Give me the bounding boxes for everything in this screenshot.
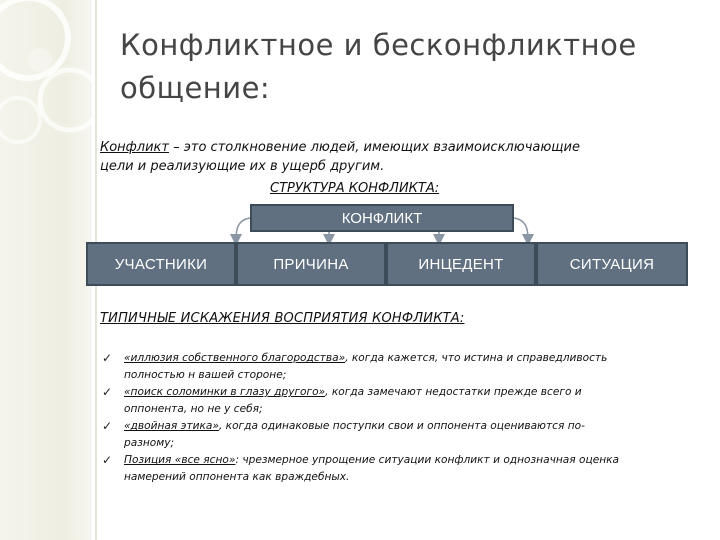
definition-text-line2: цели и реализующие их в ущерб другим.: [100, 159, 385, 174]
distortion-term: «двойная этика»: [124, 420, 219, 432]
distortion-text: , когда кажется, что истина и справедливость: [345, 352, 608, 364]
distortions-heading: ТИПИЧНЫЕ ИСКАЖЕНИЯ ВОСПРИЯТИЯ КОНФЛИКТА:: [100, 311, 465, 326]
slide-title-line2: общение:: [120, 71, 271, 105]
list-item: [100, 418, 690, 452]
list-item: [100, 384, 690, 418]
distortion-cont: разному;: [124, 437, 175, 449]
definition-term: Конфликт: [100, 140, 169, 155]
structure-heading: СТРУКТУРА КОНФЛИКТА:: [270, 181, 440, 196]
checkmark-icon: ✓: [102, 453, 113, 467]
checkmark-icon: ✓: [102, 385, 113, 399]
structure-box-cause: ПРИЧИНА: [236, 242, 386, 286]
list-item: [100, 452, 690, 486]
structure-box-incident: ИНЦЕДЕНТ: [386, 242, 536, 286]
distortion-cont: оппонента, но не у себя;: [124, 403, 263, 415]
distortion-text: , когда одинаковые поступки свои и оппонента оцениваются по-: [218, 420, 585, 432]
distortion-cont: намерений оппонента как враждебных.: [124, 471, 350, 483]
distortion-text: : чрезмерное упрощение ситуации конфликт и однозначная оценка: [235, 454, 620, 466]
distortion-term: «иллюзия собственного благородства»: [124, 352, 346, 364]
checkmark-icon: ✓: [102, 351, 113, 365]
distortions-list: [100, 350, 690, 486]
distortion-cont: полностью н вашей стороне;: [124, 369, 287, 381]
distortion-term: Позиция «все ясно»: [124, 454, 236, 466]
slide-title-line1: Конфликтное и бесконфликтное: [120, 28, 637, 62]
structure-box-participants: УЧАСТНИКИ: [86, 242, 236, 286]
structure-root-box: КОНФЛИКТ: [250, 204, 514, 232]
checkmark-icon: ✓: [102, 419, 113, 433]
definition-text-line1: – это столкновение людей, имеющих взаимоисключающие: [168, 140, 580, 155]
distortion-text: , когда замечают недостатки прежде всего и: [325, 386, 582, 398]
structure-box-situation: СИТУАЦИЯ: [536, 242, 688, 286]
list-item: [100, 350, 690, 384]
distortion-term: «поиск соломинки в глазу другого»: [124, 386, 326, 398]
